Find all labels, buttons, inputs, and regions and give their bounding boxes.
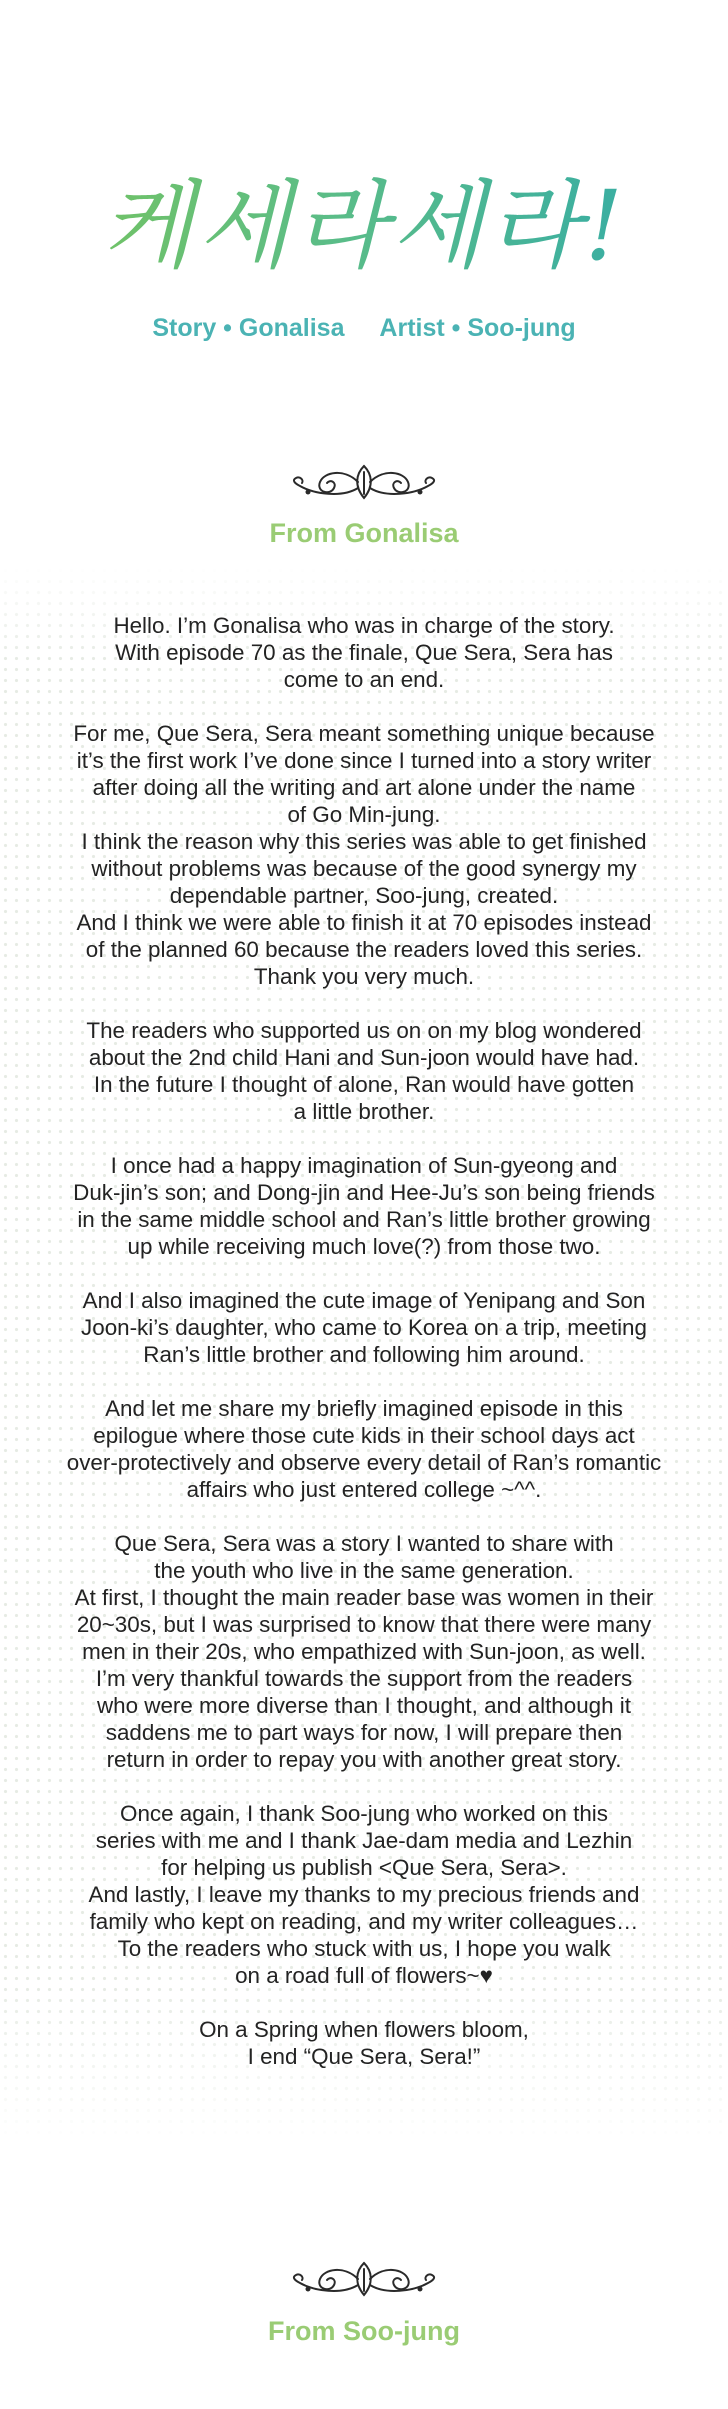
letter-paragraph: And I also imagined the cute image of Yenipang and Son Joon-ki’s daughter, who came to Korea on a trip, meeting Ran’s little brother and following him around. — [81, 1288, 647, 1367]
letter-paragraph: On a Spring when flowers bloom, I end “Que Sera, Sera!” — [199, 2017, 529, 2069]
credits-line — [0, 314, 728, 343]
series-logo: 케세라세라! — [0, 150, 728, 287]
letter-paragraph: Hello. I’m Gonalisa who was in charge of the story. With episode 70 as the finale, Que Sera, Sera has come to an end. — [113, 613, 615, 692]
letter-paragraph: I once had a happy imagination of Sun-gyeong and Duk-jin’s son; and Dong-jin and Hee-Ju’s son being friends in the same middle school and Ran’s little brother growing up while receiving much love(?) from those two. — [73, 1153, 655, 1259]
scroll-flourish-icon — [284, 2255, 444, 2303]
scroll-flourish-icon — [284, 458, 444, 506]
story-credit: Story • Gonalisa — [152, 314, 345, 342]
letter-body — [44, 612, 684, 2070]
letter-paragraph: For me, Que Sera, Sera meant something unique because it’s the first work I’ve done since I turned into a story writer after doing all the writing and art alone under the name of Go Min-jung. I think the reason why this series was able to get finished without problems was because of the good synergy my dependable partner, Soo-jung, created. And I think we were able to finish it at 70 episodes instead of the planned 60 because the readers loved this series. Thank you very much. — [73, 721, 655, 989]
letter-paragraph: Once again, I thank Soo-jung who worked on this series with me and I thank Jae-dam media and Lezhin for helping us publish <Que Sera, Sera>. And lastly, I leave my thanks to my precious friends and family who kept on reading, and my writer colleagues… To the readers who stuck with us, I hope you walk on a road full of flowers~♥ — [88, 1801, 640, 1988]
letter-paragraph: The readers who supported us on on my blog wondered about the 2nd child Hani and Sun-joon would have had. In the future I thought of alone, Ran would have gotten a little brother. — [86, 1018, 642, 1124]
letter-paragraph: And let me share my briefly imagined episode in this epilogue where those cute kids in their school days act over-protectively and observe every detail of Ran’s romantic affairs who just entered college ~^^. — [66, 1396, 662, 1502]
section-heading-gonalisa: From Gonalisa — [269, 518, 459, 548]
letter-paragraph: Que Sera, Sera was a story I wanted to share with the youth who live in the same generation. At first, I thought the main reader base was women in their 20~30s, but I was surprised to know that there were many men in their 20s, who empathized with Sun-joon, as well. I’m very thankful towards the support from the readers who were more diverse than I thought, and although it saddens me to part ways for now, I will prepare then return in order to repay you with another great story. — [74, 1531, 654, 1772]
artist-credit: Artist • Soo-jung — [379, 314, 576, 342]
section-heading-soo-jung: From Soo-jung — [268, 2316, 460, 2346]
